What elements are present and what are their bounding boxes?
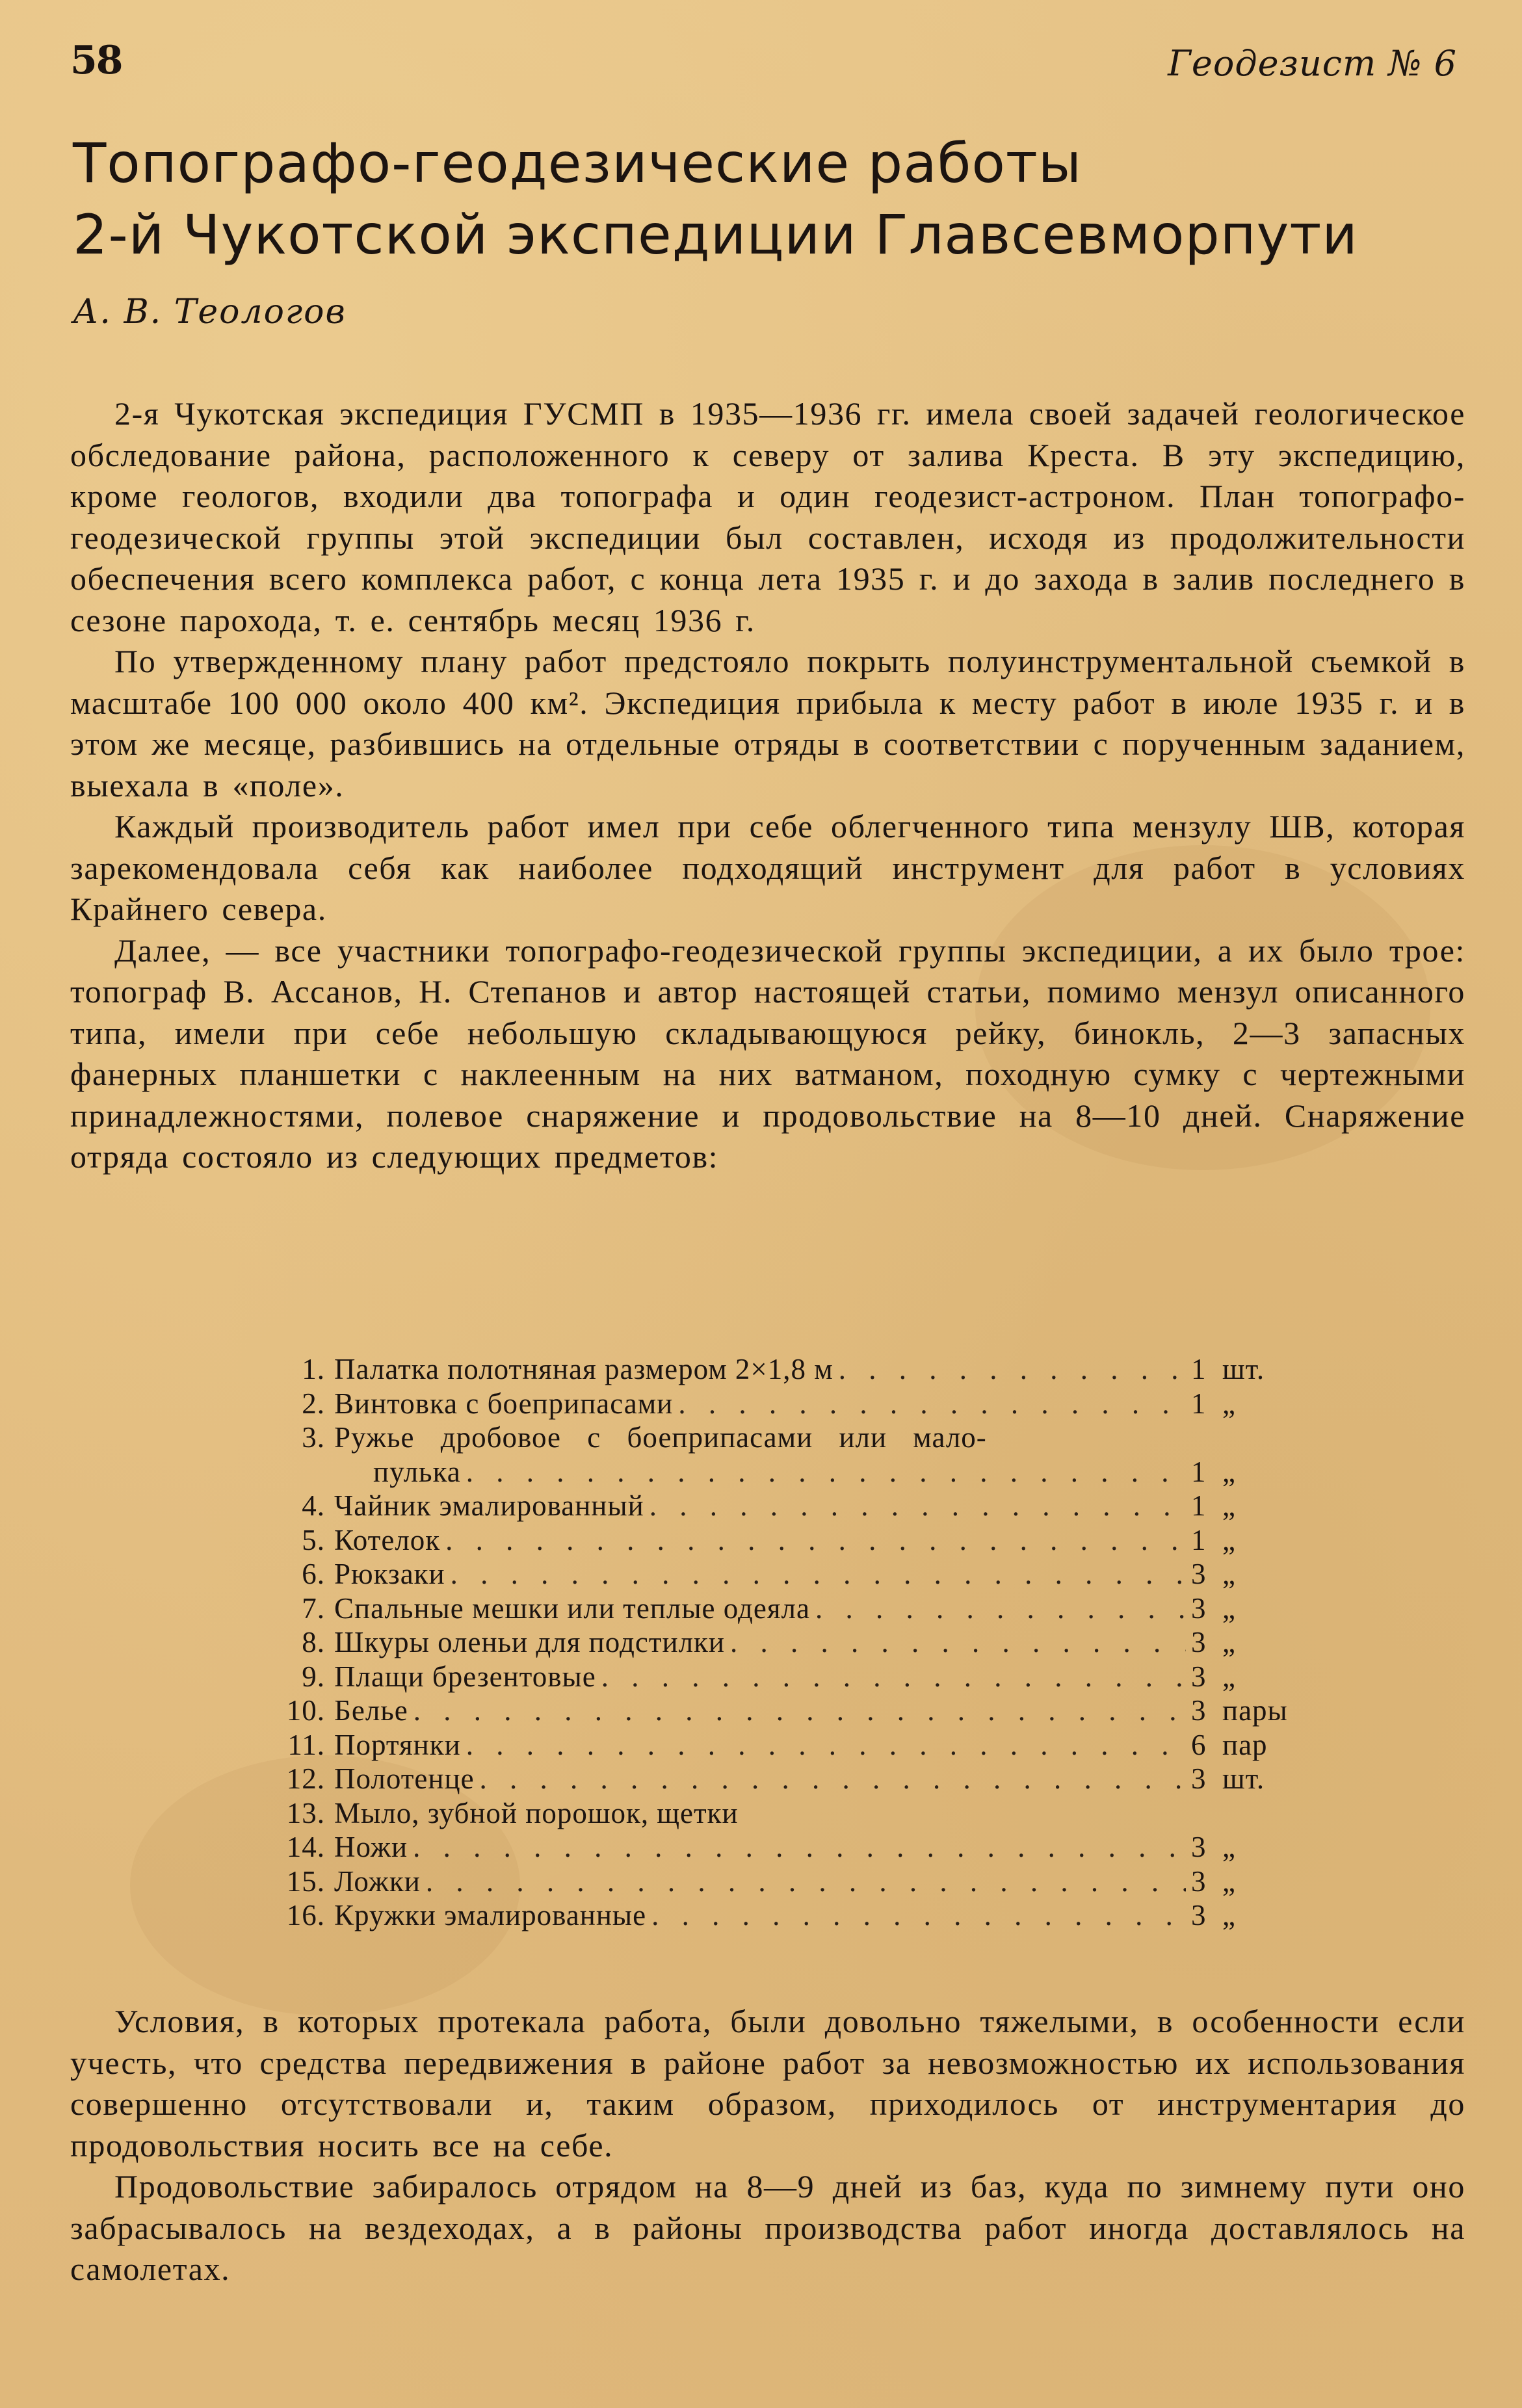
list-item: [286, 1796, 1300, 1831]
paragraph: 2-я Чукотская экспедиция ГУСМП в 1935—1936 гг. имела своей задачей геологическое обследование района, расположенного к северу от залива Креста. В эту экспедицию, кроме геологов, входили два топографа и один геодезист-астроном. План топографо-геодезической группы этой экспедиции был составлен, исходя из продолжительности обеспечения всего комплекса работ, с конца лета 1935 г. и до захода в залив последнего в сезоне парохода, т. е. сентябрь месяц 1936 г.: [70, 395, 1465, 638]
list-item-continuation: [286, 1455, 1300, 1489]
list-item: [286, 1660, 1300, 1694]
item-name: Мыло, зубной порошок, щетки: [334, 1796, 739, 1829]
item-quantity: 1: [1191, 1523, 1207, 1556]
item-unit: шт.: [1222, 1762, 1265, 1795]
item-name: Ножи: [334, 1831, 408, 1863]
dot-leader: [413, 1830, 1186, 1865]
item-number: 14.: [286, 1831, 325, 1863]
item-unit: шт.: [1222, 1353, 1265, 1385]
dot-leader: [649, 1489, 1186, 1523]
item-name: Плащи брезентовые: [334, 1660, 596, 1693]
item-unit: „: [1222, 1660, 1236, 1693]
dot-leader: [601, 1660, 1186, 1694]
list-item: [286, 1898, 1300, 1933]
dot-leader: [839, 1352, 1186, 1387]
item-number: 15.: [286, 1865, 325, 1898]
item-unit: „: [1222, 1626, 1236, 1658]
list-item: [286, 1489, 1300, 1523]
item-quantity: 3: [1191, 1660, 1207, 1693]
list-item: [286, 1420, 1300, 1455]
dot-leader: [815, 1591, 1186, 1626]
item-name: Ружье дробовое с боеприпасами или мало-: [334, 1421, 987, 1454]
item-name: Белье: [334, 1694, 408, 1727]
item-unit: „: [1222, 1865, 1236, 1898]
item-number: 8.: [302, 1626, 325, 1658]
item-unit: „: [1222, 1899, 1236, 1931]
list-item: [286, 1591, 1300, 1626]
dot-leader: [413, 1694, 1186, 1728]
dot-leader: [445, 1523, 1186, 1558]
item-quantity: 3: [1191, 1626, 1207, 1658]
list-item: [286, 1830, 1300, 1865]
list-item: [286, 1694, 1300, 1728]
list-item: [286, 1523, 1300, 1558]
item-number: 16.: [286, 1899, 325, 1931]
list-item: [286, 1762, 1300, 1796]
item-number: 6.: [302, 1558, 325, 1590]
paragraph: Продовольствие забиралось отрядом на 8—9 дней из баз, куда по зимнему пути оно забрасывалось на вездеходах, а в районы производства работ иногда доставлялось на самолетах.: [70, 2168, 1465, 2287]
item-name: Кружки эмалированные: [334, 1899, 647, 1931]
item-unit: пары: [1222, 1694, 1288, 1727]
list-item: [286, 1352, 1300, 1387]
item-unit: „: [1222, 1591, 1236, 1625]
item-name: Шкуры оленьи для подстилки: [334, 1626, 725, 1658]
item-name: Ложки: [334, 1865, 421, 1898]
item-quantity: 3: [1191, 1865, 1207, 1898]
journal-name: Геодезист № 6: [1168, 43, 1457, 84]
item-quantity: 3: [1191, 1591, 1207, 1625]
item-unit: „: [1222, 1831, 1236, 1863]
list-item: [286, 1557, 1300, 1591]
paragraph: По утвержденному плану работ предстояло покрыть полуинструментальной съемкой в масштабе 100 000 около 400 км². Экспедиция прибыла к месту работ в июле 1935 г. и в этом же месяце, разбившись на отдельные отряды в соответствии с порученным заданием, выехала в «поле».: [70, 643, 1465, 804]
paragraph: Условия, в которых протекала работа, были довольно тяжелыми, в особенности если учесть, что средства передвижения в районе работ за невозможностью их использования совершенно отсутствовали и, таким образом, приходилось от инструментария до продовольствия носить все на себе.: [70, 2003, 1465, 2164]
item-quantity: 3: [1191, 1899, 1207, 1931]
item-quantity: 3: [1191, 1694, 1207, 1727]
item-number: 13.: [286, 1796, 325, 1829]
item-number: 9.: [302, 1660, 325, 1693]
list-item: [286, 1728, 1300, 1762]
item-quantity: 1: [1191, 1489, 1207, 1522]
item-quantity: 6: [1191, 1728, 1207, 1761]
item-number: 3.: [302, 1421, 325, 1454]
item-quantity: 1: [1191, 1455, 1207, 1488]
paragraph: Каждый производитель работ имел при себе облегченного типа мензулу ШВ, которая зарекомендовала себя как наиболее подходящий инструмент для работ в условиях Крайнего севера.: [70, 808, 1465, 927]
paragraph: Далее, — все участники топографо-геодезической группы экспедиции, а их было трое: топограф В. Ассанов, Н. Степанов и автор настоящей статьи, помимо мензул описанного типа, имели при себе небольшую складывающуюся рейку, бинокль, 2—3 запасных фанерных планшетки с наклеенным на них ватманом, походную сумку с чертежными принадлежностями, полевое снаряжение и продовольствие на 8—10 дней. Снаряжение отряда состояло из следующих предметов:: [70, 932, 1465, 1175]
item-name-continuation: пулька: [373, 1455, 461, 1488]
item-number: 12.: [286, 1762, 325, 1795]
list-item: [286, 1625, 1300, 1660]
item-number: 10.: [286, 1694, 325, 1727]
item-unit: пар: [1222, 1728, 1268, 1761]
dot-leader: [651, 1898, 1186, 1933]
dot-leader: [466, 1728, 1186, 1762]
item-number: 7.: [302, 1591, 325, 1625]
dot-leader: [466, 1455, 1186, 1489]
dot-leader: [678, 1387, 1186, 1421]
item-unit: „: [1222, 1387, 1236, 1420]
item-unit: „: [1222, 1455, 1236, 1488]
item-name: Палатка полотняная размером 2×1,8 м: [334, 1353, 833, 1385]
item-quantity: 3: [1191, 1762, 1207, 1795]
running-head: [70, 38, 1457, 90]
title-line-1: Топографо-геодезические работы: [73, 131, 1082, 195]
item-name: Портянки: [334, 1728, 461, 1761]
item-name: Винтовка с боеприпасами: [334, 1387, 674, 1420]
item-unit: „: [1222, 1523, 1236, 1556]
title-line-2: 2-й Чукотской экспедиции Главсевморпути: [73, 203, 1358, 267]
item-quantity: 1: [1191, 1353, 1207, 1385]
item-name: Чайник эмалированный: [334, 1489, 644, 1522]
dot-leader: [426, 1865, 1186, 1899]
dot-leader: [730, 1625, 1186, 1660]
item-number: 2.: [302, 1387, 325, 1420]
item-number: 5.: [302, 1523, 325, 1556]
item-number: 4.: [302, 1489, 325, 1522]
author-byline: А. В. Теологов: [73, 293, 347, 332]
list-item: [286, 1865, 1300, 1899]
equipment-list: [286, 1352, 1300, 1933]
dot-leader: [480, 1762, 1186, 1796]
item-quantity: 3: [1191, 1831, 1207, 1863]
article-body-intro: [70, 393, 1465, 1178]
list-item: [286, 1387, 1300, 1421]
item-unit: „: [1222, 1558, 1236, 1590]
item-quantity: 3: [1191, 1558, 1207, 1590]
item-name: Рюкзаки: [334, 1558, 445, 1590]
item-name: Котелок: [334, 1523, 441, 1556]
article-body-conditions: [70, 2001, 1465, 2290]
item-quantity: 1: [1191, 1387, 1207, 1420]
page-number: 58: [70, 38, 122, 83]
item-name: Полотенце: [334, 1762, 475, 1795]
item-name: Спальные мешки или теплые одеяла: [334, 1591, 810, 1625]
item-unit: „: [1222, 1489, 1236, 1522]
item-number: 11.: [287, 1728, 325, 1761]
item-number: 1.: [302, 1353, 325, 1385]
dot-leader: [451, 1557, 1186, 1591]
article-title: [73, 127, 1471, 270]
